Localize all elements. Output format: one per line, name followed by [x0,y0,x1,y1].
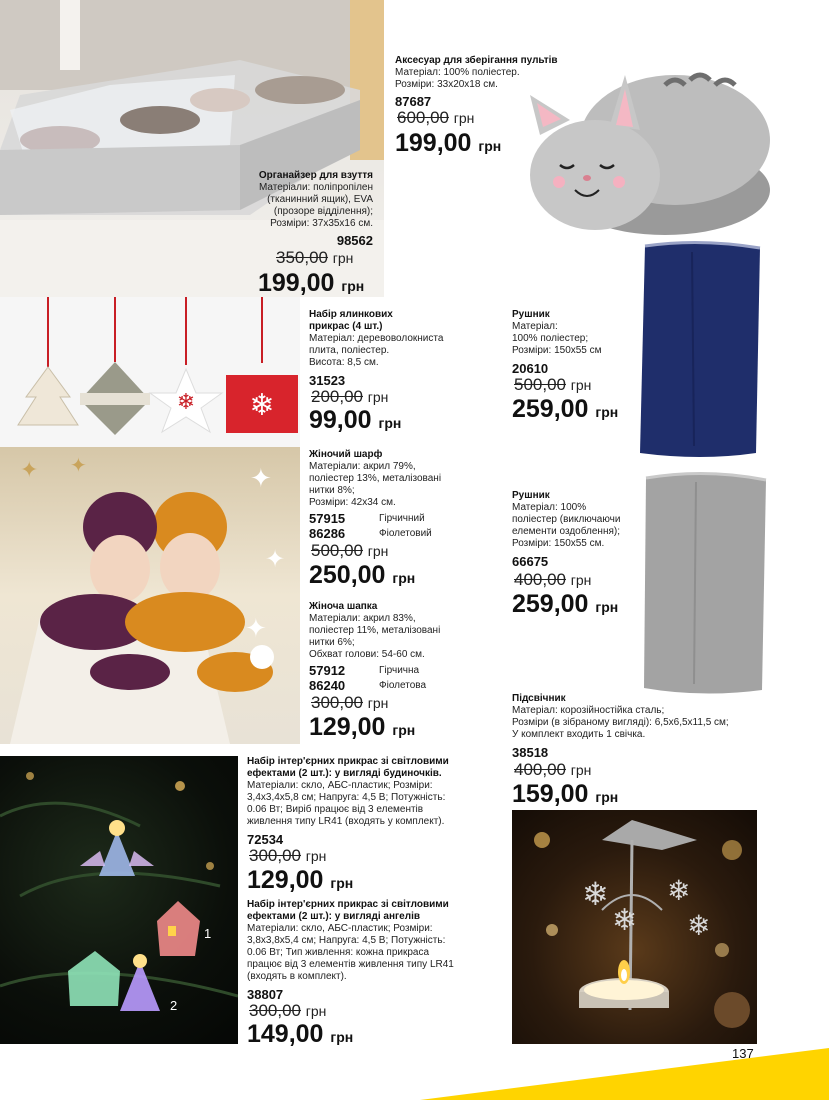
variant-code: 57915 [309,511,346,526]
old-price: 300,00 грн [311,693,389,712]
new-price: 259,00 грн [512,395,619,423]
old-price: 300,00 грн [249,846,327,865]
product-desc-line: У комплект входить 1 свічка. [512,729,646,740]
product-desc-line: поліестер 11%, металізовані [309,625,441,636]
product-code: 72534 [247,832,284,847]
product-code: 66675 [512,554,549,569]
product-title: ефектами (2 шт.): у вигляді ангелів [247,911,421,922]
product-desc-line: Матеріал: [512,321,558,332]
product-title: Органайзер для взуття [258,170,373,181]
page-number: 137 [732,1046,754,1061]
old-price: 400,00 грн [514,760,592,779]
cat-pillow-illustration [515,55,775,240]
grey-towel-illustration [628,470,778,695]
svg-text:✦: ✦ [20,457,39,482]
variant-row [309,526,489,541]
product-code: 98562 [336,233,373,248]
blue-towel-illustration [630,238,770,458]
svg-text:❄: ❄ [176,389,196,414]
old-price: 200,00 грн [311,387,389,406]
product-code: 38518 [512,745,549,760]
product-desc-line: плита, поліестер. [309,345,390,356]
houses-set-info [247,756,487,847]
variant-code: 57912 [309,663,346,678]
new-price: 199,00 грн [258,269,365,297]
svg-text:✦: ✦ [265,546,286,573]
variant-code: 86286 [309,526,346,541]
product-desc-line: Розміри: 37x35x16 см. [270,218,373,229]
svg-text:❄: ❄ [667,875,691,906]
product-desc-line: Розміри: 150x55 см [512,345,602,356]
product-title: Аксесуар для зберігання пультів [395,55,558,66]
new-price: 129,00 грн [309,713,416,741]
variant-color: Гірчична [379,665,420,676]
product-title: Жіноча шапка [309,601,378,612]
variant-row [309,663,489,678]
angels-set-info [247,899,487,1002]
product-title: Рушник [512,490,550,501]
product-code: 38807 [247,987,284,1002]
product-desc-line: Матеріал: деревоволокниста [309,333,444,344]
product-desc-line: Обхват голови: 54-60 см. [309,649,425,660]
svg-text:✦: ✦ [70,455,87,477]
new-price: 199,00 грн [395,129,502,157]
candle-holder-photo [512,810,757,1044]
new-price: 250,00 грн [309,561,416,589]
new-price: 259,00 грн [512,590,619,618]
variant-color: Фіолетова [379,680,427,691]
old-price: 300,00 грн [249,1001,327,1020]
scarf-hat-models-photo [0,447,300,744]
scarf-info [309,449,489,541]
new-price: 129,00 грн [247,866,354,894]
product-desc-line: Матеріали: поліпропілен [258,182,373,193]
variant-color: Гірчичний [379,513,425,524]
old-price: 400,00 грн [514,570,592,589]
product-desc-line: Матеріал: корозійностійка сталь; [512,705,665,716]
product-desc-line: (тканинний ящик), EVA [267,194,373,205]
towel-blue-info [512,309,632,376]
photo-marker: 2 [170,998,178,1013]
light-decorations-photo [0,756,238,1044]
product-desc-line: поліестер 13%, металізовані [309,473,442,484]
hat-info [309,601,489,693]
variant-code: 86240 [309,678,346,693]
svg-text:✦: ✦ [245,613,267,643]
svg-text:❄: ❄ [687,910,711,941]
product-desc-line: 0.06 Вт; Тип живлення: кожна прикраса [247,947,430,958]
new-price: 159,00 грн [512,780,619,808]
product-desc-line: Матеріали: акрил 83%, [309,613,416,624]
product-desc-line: 0.06 Вт; Виріб працює від 3 елементів [247,804,424,815]
bottom-yellow-accent [0,1040,829,1100]
product-desc-line: Висота: 8,5 см. [309,357,379,368]
product-title: Набір інтер'єрних прикрас зі світловими [247,756,449,767]
product-desc-line: нитки 8%; [309,485,355,496]
product-code: 20610 [512,361,549,376]
product-desc-line: Матеріал: 100% [512,502,587,513]
candle-holder-info [512,693,757,760]
variant-row [309,511,489,526]
product-desc-line: Розміри: 150x55 см. [512,538,605,549]
tree-ornaments-info [309,309,479,388]
product-desc-line: 3,4x3,4x5,8 см; Напруга: 4,5 В; Потужність: [247,792,446,803]
product-desc-line: (входять в комплект). [247,971,347,982]
towel-grey-info [512,490,640,569]
product-desc-line: 3,8x3,8x5,4 см; Напруга: 4,5 В; Потужність: [247,935,446,946]
product-desc-line: живлення типу LR41 (входять у комплект). [247,816,445,827]
product-desc-line: нитки 6%; [309,637,355,648]
old-price: 600,00 грн [397,108,475,127]
product-title: Підсвічник [512,693,566,704]
product-desc-line: поліестер (виключаючи [512,514,621,525]
svg-text:❄: ❄ [249,389,275,422]
product-desc-line: елементи оздоблення); [512,526,620,537]
product-desc-line: Матеріал: 100% поліестер. [395,67,520,78]
product-code: 31523 [309,373,346,388]
old-price: 500,00 грн [514,375,592,394]
product-desc-line: Розміри (в зібраному вигляді): 6,5x6,5x11,5 см; [512,717,729,728]
product-title: Набір ялинкових [309,309,393,320]
variant-color: Фіолетовий [379,528,432,539]
product-code: 87687 [395,94,432,109]
product-desc-line: працює від 3 елементів живлення типу LR41 [247,959,454,970]
product-desc-line: (прозоре відділення); [273,206,373,217]
product-title: ефектами (2 шт.): у вигляді будиночків. [247,768,442,779]
product-title: Жіночий шарф [309,449,383,460]
svg-text:✦: ✦ [250,463,272,493]
new-price: 149,00 грн [247,1020,354,1048]
product-desc-line: Розміри: 33x20x18 см. [395,79,498,90]
svg-text:❄: ❄ [582,876,609,912]
product-desc-line: Матеріали: акрил 79%, [309,461,416,472]
product-title: Рушник [512,309,550,320]
svg-text:❄: ❄ [612,904,638,937]
old-price: 350,00 грн [276,248,354,267]
product-desc-line: Розміри: 42x34 см. [309,497,396,508]
product-title: прикрас (4 шт.) [309,321,383,332]
product-desc-line: Матеріали: скло, АБС-пластик; Розміри: [247,780,433,791]
product-title: Набір інтер'єрних прикрас зі світловими [247,899,449,910]
product-desc-line: 100% поліестер; [512,333,589,344]
old-price: 500,00 грн [311,541,389,560]
tree-ornaments-photo [0,297,300,447]
photo-marker: 1 [204,926,212,941]
shoe-organizer-info [250,170,373,248]
variant-row [309,678,489,693]
new-price: 99,00 грн [309,406,402,434]
product-desc-line: Матеріали: скло, АБС-пластик; Розміри: [247,923,433,934]
